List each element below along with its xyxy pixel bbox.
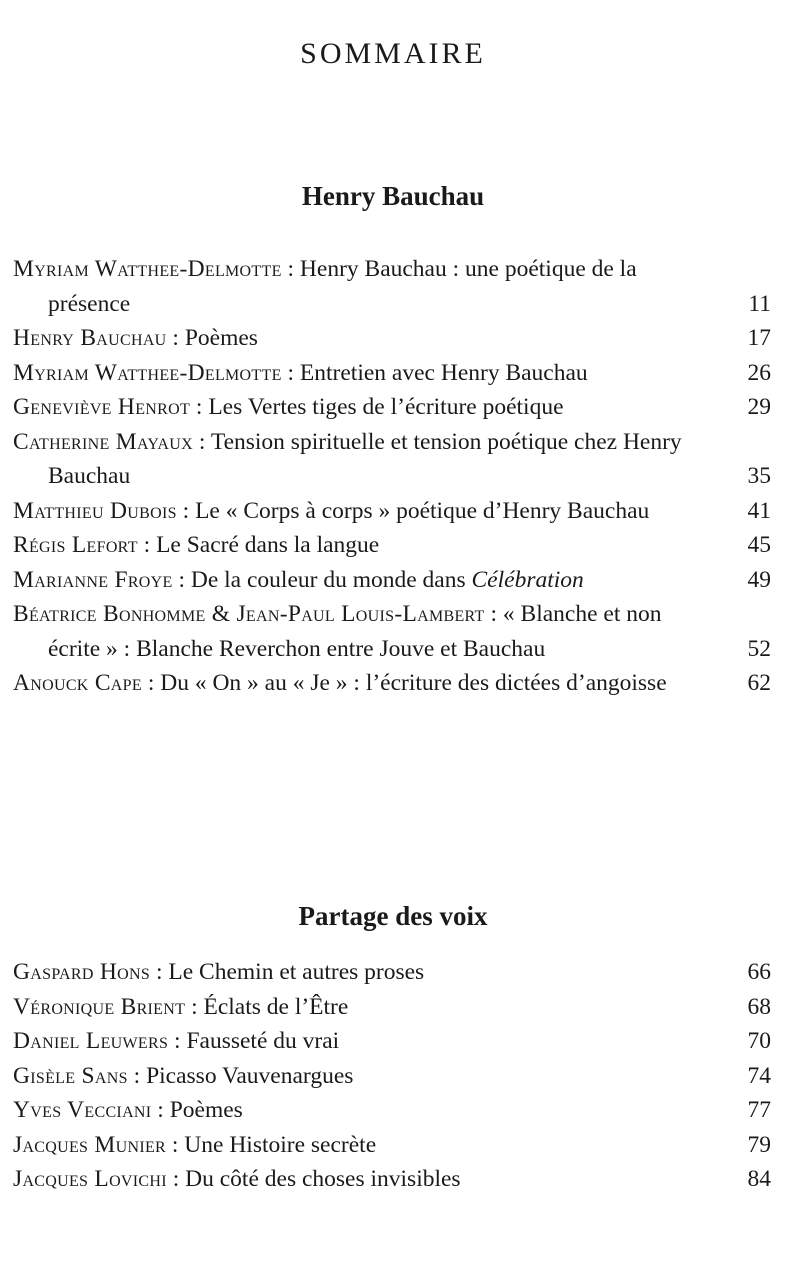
toc-entry[interactable] xyxy=(13,666,771,701)
entry-page-number: 70 xyxy=(747,1028,771,1054)
entry-author: Véronique Brient xyxy=(13,993,186,1020)
toc-entry[interactable] xyxy=(13,563,771,598)
entry-separator: : xyxy=(185,993,204,1020)
toc-entry-text xyxy=(13,955,741,990)
entry-separator: : xyxy=(193,428,211,455)
entry-title: Poèmes xyxy=(184,325,258,351)
entry-author: Yves Vecciani xyxy=(13,1097,152,1123)
entry-title: Picasso Vauvenargues xyxy=(146,1062,354,1089)
entry-author: Catherine Mayaux xyxy=(13,428,193,455)
entry-separator: : xyxy=(168,1028,187,1054)
toc-entry-text xyxy=(13,356,741,391)
entry-author: Anouck Cape xyxy=(13,670,142,696)
entry-page-number: 45 xyxy=(747,532,771,558)
entry-page-number: 26 xyxy=(747,359,771,386)
entry-title: Du côté des choses invisibles xyxy=(185,1166,461,1192)
entry-separator: : xyxy=(281,256,300,282)
toc-entry[interactable] xyxy=(13,1059,771,1094)
toc-entry[interactable] xyxy=(13,390,771,425)
entry-title: Une Histoire secrète xyxy=(184,1131,377,1158)
entry-page-number: 17 xyxy=(747,325,771,351)
entry-page-number: 66 xyxy=(747,959,771,985)
toc-entry[interactable] xyxy=(13,955,771,990)
toc-entry-text xyxy=(13,1059,741,1094)
toc-entry-text xyxy=(13,390,741,425)
entry-separator: : xyxy=(172,566,191,593)
toc-entry[interactable] xyxy=(13,356,771,391)
toc-entry-text xyxy=(13,563,741,598)
toc-entry[interactable] xyxy=(13,1128,771,1163)
toc-entry-text xyxy=(13,321,741,356)
section-heading-henry-bauchau: Henry Bauchau xyxy=(301,181,485,211)
toc-entry[interactable] xyxy=(13,425,771,494)
entry-author: Myriam Watthee-Delmotte xyxy=(13,359,282,386)
entry-title: Fausseté du vrai xyxy=(186,1028,340,1054)
entry-separator: : xyxy=(166,1131,185,1158)
entry-title: « Blanche et non écrite » : Blanche Reverchon entre Jouve et Bauchau xyxy=(48,601,662,662)
entry-separator: : xyxy=(166,325,185,351)
toc-entry-text xyxy=(13,1024,741,1059)
toc-entry[interactable] xyxy=(13,494,771,529)
page-title: SOMMAIRE xyxy=(300,37,486,70)
entry-author: Béatrice Bonhomme & Jean-Paul Louis-Lambert xyxy=(13,601,485,627)
entry-author: Marianne Froye xyxy=(13,566,173,593)
entry-author: Matthieu Dubois xyxy=(13,497,177,524)
entry-title: Le « Corps à corps » poétique d’Henry Bauchau xyxy=(195,497,650,524)
toc-entry[interactable] xyxy=(13,1093,771,1128)
entry-page-number: 35 xyxy=(747,463,771,489)
entry-separator: : xyxy=(150,959,169,985)
entry-title: Tension spirituelle et tension poétique chez Henry Bauchau xyxy=(48,428,682,489)
toc-entry[interactable] xyxy=(13,990,771,1025)
toc-entry[interactable] xyxy=(13,597,771,666)
entry-author: Jacques Lovichi xyxy=(13,1166,167,1192)
entry-title: Le Sacré dans la langue xyxy=(156,532,380,558)
entry-page-number: 29 xyxy=(747,394,771,420)
entry-author: Jacques Munier xyxy=(13,1131,167,1158)
entry-page-number: 68 xyxy=(747,993,771,1020)
entry-title: Henry Bauchau : une poétique de la présence xyxy=(48,256,637,317)
entry-title-italic: Célébration xyxy=(471,566,584,593)
entry-separator: : xyxy=(176,497,196,524)
entry-page-number: 77 xyxy=(747,1097,771,1123)
toc-entry-text xyxy=(13,990,741,1025)
entry-separator: : xyxy=(137,532,157,558)
toc-entry-text xyxy=(13,597,741,666)
entry-separator: : xyxy=(190,394,209,420)
toc-entry[interactable] xyxy=(13,252,771,321)
entry-page-number: 84 xyxy=(747,1166,771,1192)
toc-entry[interactable] xyxy=(13,321,771,356)
entry-title: Les Vertes tiges de l’écriture poétique xyxy=(208,394,564,420)
entry-page-number: 11 xyxy=(748,290,771,317)
toc-entry[interactable] xyxy=(13,1024,771,1059)
entry-title: Du « On » au « Je » : l’écriture des dictées d’angoisse xyxy=(160,670,667,696)
toc-entry-text xyxy=(13,666,741,701)
entry-title: Éclats de l’Être xyxy=(203,993,349,1020)
toc-entry-text xyxy=(13,425,741,494)
toc-entry-text xyxy=(13,1093,741,1128)
entry-page-number: 79 xyxy=(747,1131,771,1158)
toc-entry[interactable] xyxy=(13,1162,771,1197)
section-heading-partage-des-voix: Partage des voix xyxy=(298,901,488,931)
entry-separator: : xyxy=(166,1166,186,1192)
toc-entry-text xyxy=(13,1162,741,1197)
entry-author: Daniel Leuwers xyxy=(13,1028,169,1054)
entry-page-number: 52 xyxy=(747,635,771,662)
toc-entry-text xyxy=(13,1128,741,1163)
entry-author: Gaspard Hons xyxy=(13,959,151,985)
entry-author: Gisèle Sans xyxy=(13,1062,128,1089)
entry-author: Régis Lefort xyxy=(13,532,138,558)
entry-title: Le Chemin et autres proses xyxy=(168,959,425,985)
entry-separator: : xyxy=(484,601,503,627)
entry-separator: : xyxy=(281,359,300,386)
entry-title: Entretien avec Henry Bauchau xyxy=(299,359,588,386)
entry-title: Poèmes xyxy=(169,1097,243,1123)
entry-page-number: 74 xyxy=(747,1062,771,1089)
entry-author: Henry Bauchau xyxy=(13,325,167,351)
entry-separator: : xyxy=(141,670,161,696)
entry-author: Myriam Watthee-Delmotte xyxy=(13,256,282,282)
toc-list-partage-des-voix xyxy=(13,955,771,1197)
toc-entry-text xyxy=(13,494,741,529)
entry-separator: : xyxy=(151,1097,170,1123)
entry-author: Geneviève Henrot xyxy=(13,394,191,420)
entry-separator: : xyxy=(127,1062,147,1089)
entry-page-number: 41 xyxy=(747,497,771,524)
entry-title: De la couleur du monde dans xyxy=(190,566,472,593)
toc-entry-text xyxy=(13,528,741,563)
entry-page-number: 49 xyxy=(747,566,771,593)
toc-entry[interactable] xyxy=(13,528,771,563)
entry-page-number: 62 xyxy=(747,670,771,696)
toc-list-henry-bauchau xyxy=(13,252,771,701)
toc-entry-text xyxy=(13,252,741,321)
